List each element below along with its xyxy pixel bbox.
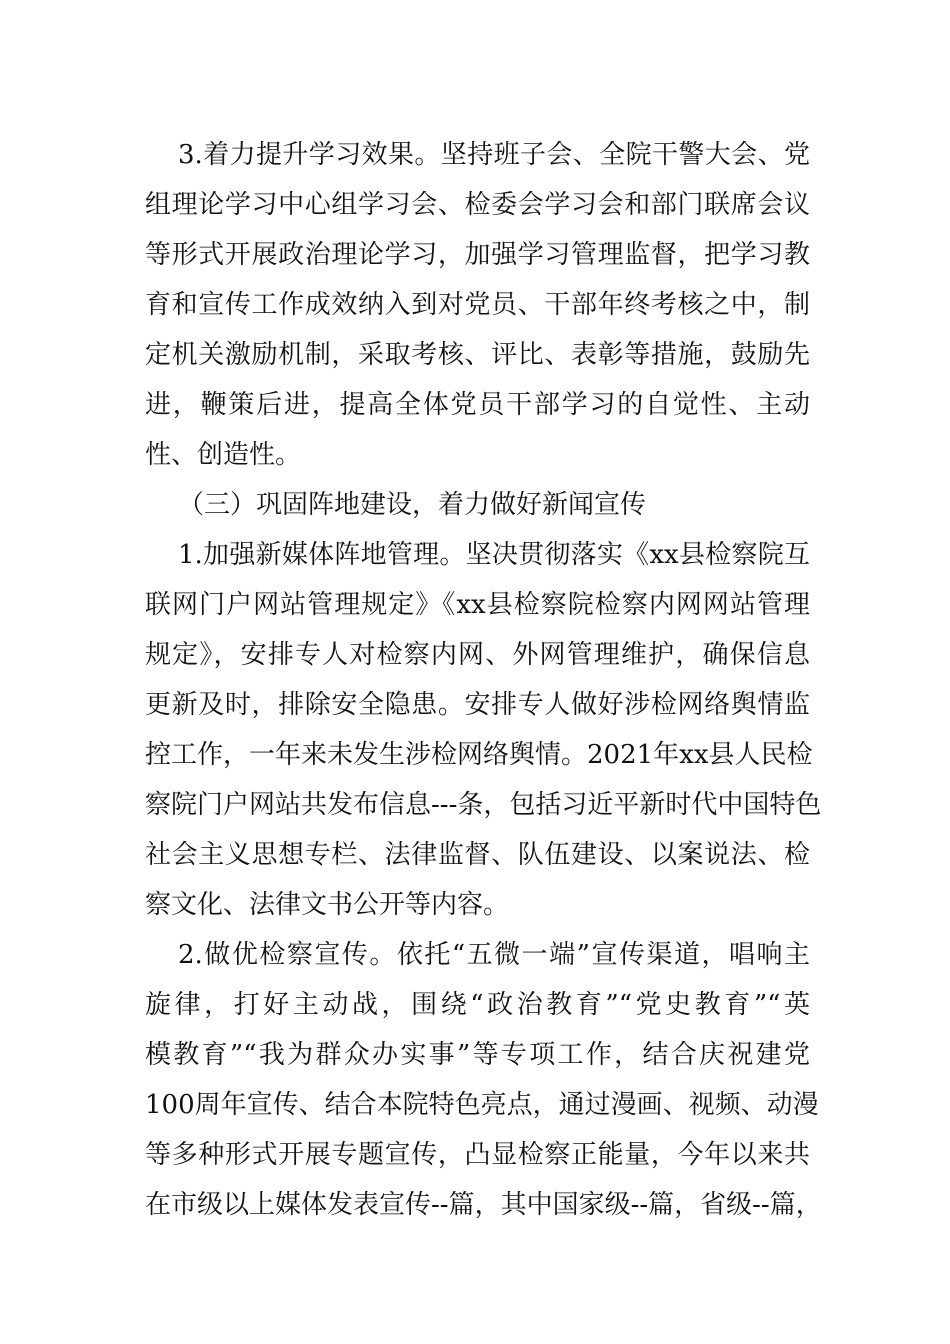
text-line: 察文化、法律文书公开等内容。 bbox=[145, 890, 510, 920]
text-line: 组理论学习中心组学习会、检委会学习会和部门联席会议 bbox=[145, 190, 810, 220]
text-line: 规定》，安排专人对检察内网、外网管理维护，确保信息 bbox=[145, 640, 810, 670]
text-line: 定机关激励机制，采取考核、评比、表彰等措施，鼓励先 bbox=[145, 340, 810, 370]
text-line: 等多种形式开展专题宣传，凸显检察正能量，今年以来共 bbox=[145, 1140, 810, 1170]
text-line: 察院门户网站共发布信息---条，包括习近平新时代中国特色 bbox=[145, 790, 822, 820]
text-line: 2.做优检察宣传。依托“五微一端”宣传渠道，唱响主 bbox=[178, 940, 810, 970]
text-line: 模教育”“我为群众办实事”等专项工作，结合庆祝建党 bbox=[145, 1040, 810, 1070]
text-line: 育和宣传工作成效纳入到对党员、干部年终考核之中，制 bbox=[145, 290, 810, 320]
text-line: 100周年宣传、结合本院特色亮点，通过漫画、视频、动漫 bbox=[145, 1090, 819, 1120]
text-line: 性、创造性。 bbox=[145, 440, 302, 470]
section-heading bbox=[145, 480, 810, 530]
text-line: 控工作，一年来未发生涉检网络舆情。2021年xx县人民检 bbox=[145, 740, 813, 770]
text-line: 进，鞭策后进，提高全体党员干部学习的自觉性、主动 bbox=[145, 390, 810, 420]
text-line: 更新及时，排除安全隐患。安排专人做好涉检网络舆情监 bbox=[145, 690, 810, 720]
document-body bbox=[145, 130, 822, 1230]
text-line: 联网门户网站管理规定》《xx县检察院检察内网网站管理 bbox=[145, 590, 810, 620]
text-line: 旋律，打好主动战，围绕“政治教育”“党史教育”“英 bbox=[145, 990, 810, 1020]
paragraph-study-effect bbox=[145, 130, 810, 480]
paragraph-publicity bbox=[145, 930, 822, 1230]
text-line: 1.加强新媒体阵地管理。坚决贯彻落实《xx县检察院互 bbox=[178, 540, 810, 570]
text-line: 在市级以上媒体发表宣传--篇，其中国家级--篇，省级--篇， bbox=[145, 1190, 822, 1220]
text-line: 社会主义思想专栏、法律监督、队伍建设、以案说法、检 bbox=[145, 840, 810, 870]
section-heading-text: （三）巩固阵地建设，着力做好新闻宣传 bbox=[178, 490, 647, 520]
paragraph-new-media bbox=[145, 530, 822, 930]
text-line: 等形式开展政治理论学习，加强学习管理监督，把学习教 bbox=[145, 240, 810, 270]
text-line: 3.着力提升学习效果。坚持班子会、全院干警大会、党 bbox=[178, 140, 810, 170]
